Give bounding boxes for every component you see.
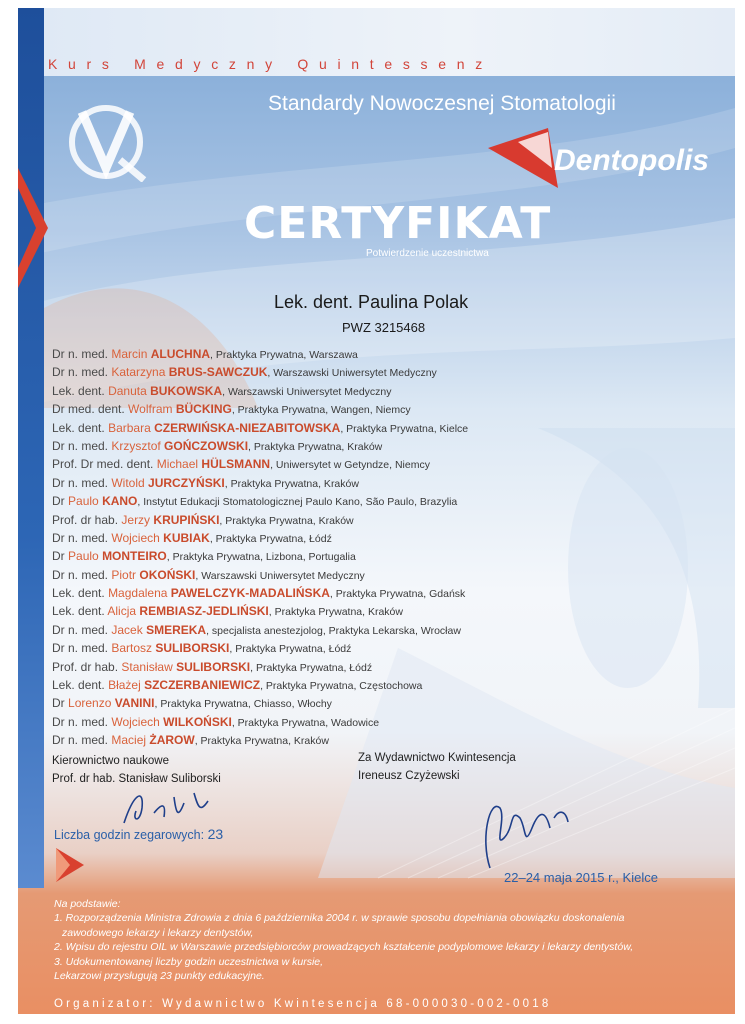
course-date: 22–24 maja 2015 r., Kielce bbox=[504, 870, 658, 885]
basis-section bbox=[54, 897, 633, 983]
faculty-affiliation: , specjalista anestezjolog, Praktyka Lekarska, Wrocław bbox=[206, 624, 461, 637]
faculty-row bbox=[52, 694, 468, 712]
faculty-first-name: Marcin bbox=[111, 347, 148, 361]
faculty-first-name: Alicja bbox=[107, 604, 137, 619]
faculty-row bbox=[52, 437, 468, 455]
faculty-last-name: KANO bbox=[102, 494, 138, 509]
right-signature-icon bbox=[470, 788, 580, 878]
faculty-last-name: SMEREKA bbox=[146, 622, 207, 637]
faculty-last-name: KRUPIŃSKI bbox=[153, 512, 220, 527]
faculty-row bbox=[52, 419, 468, 437]
faculty-affiliation: , Uniwersytet w Getyndze, Niemcy bbox=[270, 459, 430, 472]
faculty-title: Dr bbox=[52, 696, 65, 711]
faculty-title: Lek. dent. bbox=[52, 678, 105, 693]
faculty-row bbox=[52, 639, 468, 657]
faculty-row bbox=[52, 731, 468, 749]
faculty-title: Prof. dr hab. bbox=[52, 512, 119, 527]
faculty-row bbox=[52, 713, 468, 731]
faculty-last-name: KUBIAK bbox=[163, 530, 210, 545]
faculty-last-name: SULIBORSKI bbox=[155, 641, 230, 656]
faculty-affiliation: , Warszawski Uniwersytet Medyczny bbox=[267, 367, 437, 380]
scientific-director-name: Prof. dr hab. Stanisław Suliborski bbox=[52, 773, 221, 785]
faculty-last-name: BÜCKING bbox=[175, 402, 232, 417]
faculty-title: Dr n. med. bbox=[52, 641, 109, 656]
basis-line: 1. Rozporządzenia Ministra Zdrowia z dnia 6 października 2004 r. w sprawie sposobu dopełniania obowiązku doskonalenia bbox=[54, 912, 625, 925]
faculty-title: Prof. dr hab. bbox=[52, 659, 119, 674]
faculty-last-name: MONTEIRO bbox=[102, 549, 167, 564]
faculty-first-name: Magdalena bbox=[108, 586, 168, 601]
faculty-first-name: Katarzyna bbox=[111, 365, 166, 380]
faculty-title: Dr n. med. bbox=[52, 438, 109, 453]
faculty-first-name: Błażej bbox=[108, 678, 141, 693]
dentopolis-logo bbox=[488, 128, 708, 193]
faculty-affiliation: , Instytut Edukacji Stomatologicznej Paulo Kano, São Paulo, Brazylia bbox=[137, 496, 458, 509]
faculty-title: Dr n. med. bbox=[52, 714, 109, 729]
faculty-row bbox=[52, 400, 468, 418]
faculty-row bbox=[52, 676, 468, 694]
faculty-row bbox=[52, 474, 468, 492]
hours-label: Liczba godzin zegarowych: bbox=[54, 828, 205, 842]
faculty-last-name: CZERWIŃSKA-NIEZABITOWSKA bbox=[154, 420, 341, 435]
faculty-title: Lek. dent. bbox=[52, 586, 105, 601]
faculty-affiliation: , Praktyka Prywatna, Wangen, Niemcy bbox=[231, 404, 411, 417]
faculty-affiliation: , Praktyka Prywatna, Gdańsk bbox=[329, 588, 466, 601]
faculty-last-name: GOŃCZOWSKI bbox=[164, 438, 249, 453]
red-chevron-icon bbox=[18, 168, 58, 288]
vq-logo-icon bbox=[64, 102, 164, 182]
faculty-row bbox=[52, 345, 468, 363]
faculty-affiliation: , Praktyka Prywatna, Łódź bbox=[250, 661, 373, 674]
faculty-affiliation: , Praktyka Prywatna, Lizbona, Portugalia bbox=[166, 551, 356, 564]
hours-value: 23 bbox=[207, 826, 224, 842]
faculty-affiliation: , Praktyka Prywatna, Częstochowa bbox=[260, 680, 423, 693]
faculty-last-name: WILKOŃSKI bbox=[163, 714, 232, 729]
faculty-last-name: REMBIASZ-JEDLIŃSKI bbox=[139, 604, 269, 619]
brand-name: Dentopolis bbox=[554, 144, 708, 177]
faculty-row bbox=[52, 547, 468, 565]
faculty-first-name: Jerzy bbox=[121, 512, 151, 527]
faculty-first-name: Wojciech bbox=[111, 530, 160, 545]
faculty-row bbox=[52, 621, 468, 639]
faculty-title: Dr n. med. bbox=[52, 475, 109, 490]
faculty-row bbox=[52, 363, 468, 381]
left-blue-band bbox=[18, 8, 44, 888]
organizer-footer: Organizator: Wydawnictwo Kwintesencja 68-000030-002-0018 bbox=[54, 998, 552, 1010]
faculty-title: Lek. dent. bbox=[52, 604, 105, 619]
faculty-affiliation: , Praktyka Prywatna, Chiasso, Włochy bbox=[154, 698, 332, 711]
recipient-name: Lek. dent. Paulina Polak bbox=[274, 292, 469, 312]
faculty-first-name: Paulo bbox=[68, 494, 99, 509]
faculty-first-name: Stanisław bbox=[121, 659, 173, 674]
faculty-affiliation: , Praktyka Prywatna, Kraków bbox=[248, 440, 383, 453]
faculty-first-name: Wojciech bbox=[111, 714, 160, 729]
faculty-title: Dr n. med. bbox=[52, 567, 109, 582]
faculty-row bbox=[52, 511, 468, 529]
faculty-row bbox=[52, 566, 468, 584]
certificate-tagline: Potwierdzenie uczestnictwa bbox=[366, 248, 489, 259]
faculty-title: Dr med. dent. bbox=[52, 402, 125, 417]
faculty-first-name: Michael bbox=[156, 457, 199, 472]
faculty-title: Lek. dent. bbox=[52, 420, 105, 435]
faculty-first-name: Paulo bbox=[68, 549, 99, 564]
faculty-affiliation: , Warszawski Uniwersytet Medyczny bbox=[195, 569, 365, 582]
faculty-last-name: ALUCHNA bbox=[150, 347, 211, 361]
faculty-affiliation: , Praktyka Prywatna, Kraków bbox=[268, 606, 403, 619]
faculty-last-name: ŻAROW bbox=[149, 733, 195, 748]
faculty-first-name: Lorenzo bbox=[68, 696, 112, 711]
basis-line: zawodowego lekarzy i lekarzy dentystów, bbox=[62, 926, 254, 939]
faculty-first-name: Danuta bbox=[108, 383, 147, 398]
faculty-first-name: Barbara bbox=[108, 420, 151, 435]
faculty-first-name: Witold bbox=[111, 475, 145, 490]
faculty-title: Dr n. med. bbox=[52, 622, 109, 637]
faculty-title: Dr n. med. bbox=[52, 347, 109, 361]
basis-title: Na podstawie: bbox=[54, 898, 121, 910]
faculty-last-name: BRUS-SAWCZUK bbox=[168, 365, 268, 380]
faculty-affiliation: , Praktyka Prywatna, Warszawa bbox=[210, 349, 358, 361]
faculty-last-name: HÜLSMANN bbox=[201, 457, 271, 472]
dentopolis-mark-icon bbox=[488, 128, 708, 188]
faculty-affiliation: , Praktyka Prywatna, Kielce bbox=[340, 422, 469, 435]
faculty-affiliation: , Warszawski Uniwersytet Medyczny bbox=[222, 385, 392, 398]
faculty-first-name: Piotr bbox=[111, 567, 137, 582]
faculty-first-name: Krzysztof bbox=[111, 438, 161, 453]
basis-line: Lekarzowi przysługują 23 punkty edukacyjne. bbox=[54, 970, 265, 983]
faculty-row bbox=[52, 382, 468, 400]
red-arrow-icon bbox=[56, 848, 86, 882]
faculty-last-name: VANINI bbox=[114, 696, 155, 711]
faculty-first-name: Maciej bbox=[111, 733, 147, 748]
faculty-row bbox=[52, 584, 468, 602]
faculty-title: Prof. Dr med. dent. bbox=[52, 457, 154, 472]
basis-line: 2. Wpisu do rejestru OIL w Warszawie przedsiębiorców prowadzących kształcenie podyplomowe lekarzy i lekarzy dentystów, bbox=[54, 941, 634, 954]
faculty-first-name: Wolfram bbox=[128, 402, 173, 417]
faculty-first-name: Jacek bbox=[111, 622, 143, 637]
faculty-affiliation: , Praktyka Prywatna, Łódź bbox=[209, 532, 332, 545]
publisher-label: Za Wydawnictwo Kwintesencja bbox=[358, 752, 516, 764]
recipient-pwz: PWZ 3215468 bbox=[342, 320, 426, 335]
scientific-direction-label: Kierownictwo naukowe bbox=[52, 755, 169, 767]
faculty-row bbox=[52, 658, 468, 676]
faculty-row bbox=[52, 455, 468, 473]
faculty-affiliation: , Praktyka Prywatna, Kraków bbox=[224, 477, 359, 490]
faculty-row bbox=[52, 602, 468, 620]
faculty-last-name: SULIBORSKI bbox=[176, 659, 251, 674]
basis-line: 3. Udokumentowanej liczby godzin uczestnictwa w kursie, bbox=[54, 955, 324, 968]
faculty-first-name: Bartosz bbox=[111, 641, 153, 656]
faculty-affiliation: , Praktyka Prywatna, Kraków bbox=[194, 735, 329, 748]
faculty-row bbox=[52, 529, 468, 547]
faculty-affiliation: , Praktyka Prywatna, Wadowice bbox=[231, 716, 380, 729]
program-subtitle: Standardy Nowoczesnej Stomatologii bbox=[268, 92, 616, 115]
faculty-last-name: SZCZERBANIEWICZ bbox=[144, 678, 261, 693]
faculty-last-name: PAWELCZYK-MADALIŃSKA bbox=[170, 586, 330, 601]
faculty-affiliation: , Praktyka Prywatna, Kraków bbox=[219, 514, 354, 527]
faculty-title: Dr n. med. bbox=[52, 733, 109, 748]
faculty-row bbox=[52, 492, 468, 510]
faculty-title: Lek. dent. bbox=[52, 383, 105, 398]
faculty-last-name: OKOŃSKI bbox=[139, 567, 196, 582]
faculty-title: Dr bbox=[52, 494, 65, 509]
faculty-title: Dr bbox=[52, 549, 65, 564]
faculty-title: Dr n. med. bbox=[52, 530, 109, 545]
course-title: Kurs Medyczny Quintessenz bbox=[48, 56, 493, 72]
hours-count bbox=[54, 826, 223, 842]
faculty-list bbox=[52, 345, 468, 750]
publisher-representative-name: Ireneusz Czyżewski bbox=[358, 770, 460, 782]
faculty-title: Dr n. med. bbox=[52, 365, 109, 380]
faculty-last-name: JURCZYŃSKI bbox=[148, 475, 225, 490]
certificate-title: CERTYFIKAT bbox=[244, 198, 552, 249]
faculty-affiliation: , Praktyka Prywatna, Łódź bbox=[229, 643, 352, 656]
certificate-sheet bbox=[18, 8, 735, 1014]
faculty-last-name: BUKOWSKA bbox=[150, 383, 223, 398]
